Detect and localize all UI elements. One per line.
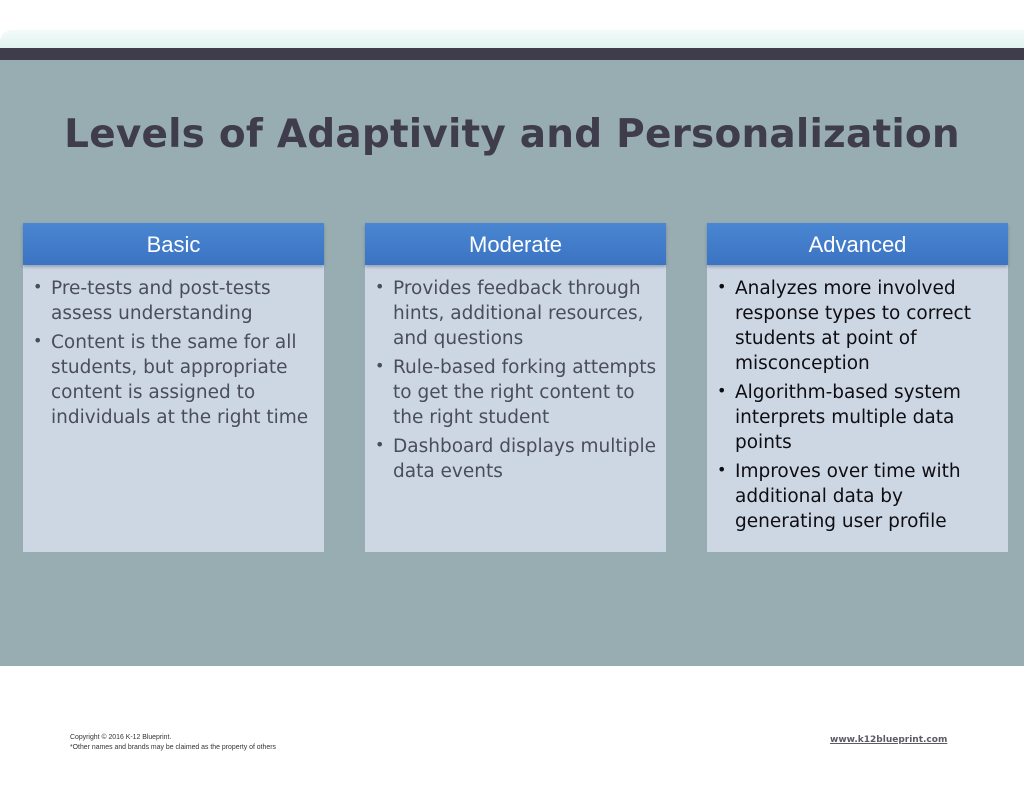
list-item	[375, 434, 666, 484]
bullet-icon: •	[375, 435, 385, 454]
slide-title: Levels of Adaptivity and Personalization	[64, 112, 960, 157]
column-advanced	[707, 223, 1008, 552]
list-item	[717, 459, 1008, 534]
column-moderate	[365, 223, 666, 552]
bullet-icon: •	[375, 356, 385, 375]
bullet-text: Provides feedback through hints, additional resources, and questions	[393, 278, 644, 349]
bullet-text: Algorithm-based system interprets multiple data points	[735, 382, 961, 453]
list-item	[717, 380, 1008, 455]
disclaimer-text: *Other names and brands may be claimed as the property of others	[70, 742, 276, 751]
bullet-text: Analyzes more involved response types to correct students at point of misconception	[735, 278, 971, 374]
bullet-icon: •	[717, 381, 727, 400]
bullet-text: Rule-based forking attempts to get the right content to the right student	[393, 357, 657, 428]
column-basic	[23, 223, 324, 552]
bullet-text: Pre-tests and post-tests assess understanding	[51, 278, 271, 324]
list-item	[33, 330, 324, 430]
list-item	[33, 276, 324, 326]
top-accent-stripe	[0, 30, 1024, 50]
bullet-text: Improves over time with additional data by generating user profile	[735, 461, 961, 532]
bullet-text: Dashboard displays multiple data events	[393, 436, 657, 482]
footer-copyright	[70, 732, 276, 752]
bullet-text: Content is the same for all students, but appropriate content is assigned to individuals at the right time	[51, 332, 309, 428]
bullet-icon: •	[33, 277, 43, 296]
list-item	[375, 276, 666, 351]
column-heading-basic: Basic	[23, 223, 324, 265]
top-dark-bar	[0, 48, 1024, 60]
list-item	[375, 355, 666, 430]
list-item	[717, 276, 1008, 376]
website-link[interactable]: www.k12blueprint.com	[830, 735, 948, 745]
column-heading-moderate: Moderate	[365, 223, 666, 265]
copyright-text: Copyright © 2016 K-12 Blueprint.	[70, 732, 172, 741]
bullet-icon: •	[717, 277, 727, 296]
bullet-icon: •	[717, 460, 727, 479]
bullet-icon: •	[33, 331, 43, 350]
bullet-icon: •	[375, 277, 385, 296]
column-heading-advanced: Advanced	[707, 223, 1008, 265]
bullet-list	[717, 276, 1008, 538]
bullet-list	[33, 276, 324, 434]
bullet-list	[375, 276, 666, 488]
